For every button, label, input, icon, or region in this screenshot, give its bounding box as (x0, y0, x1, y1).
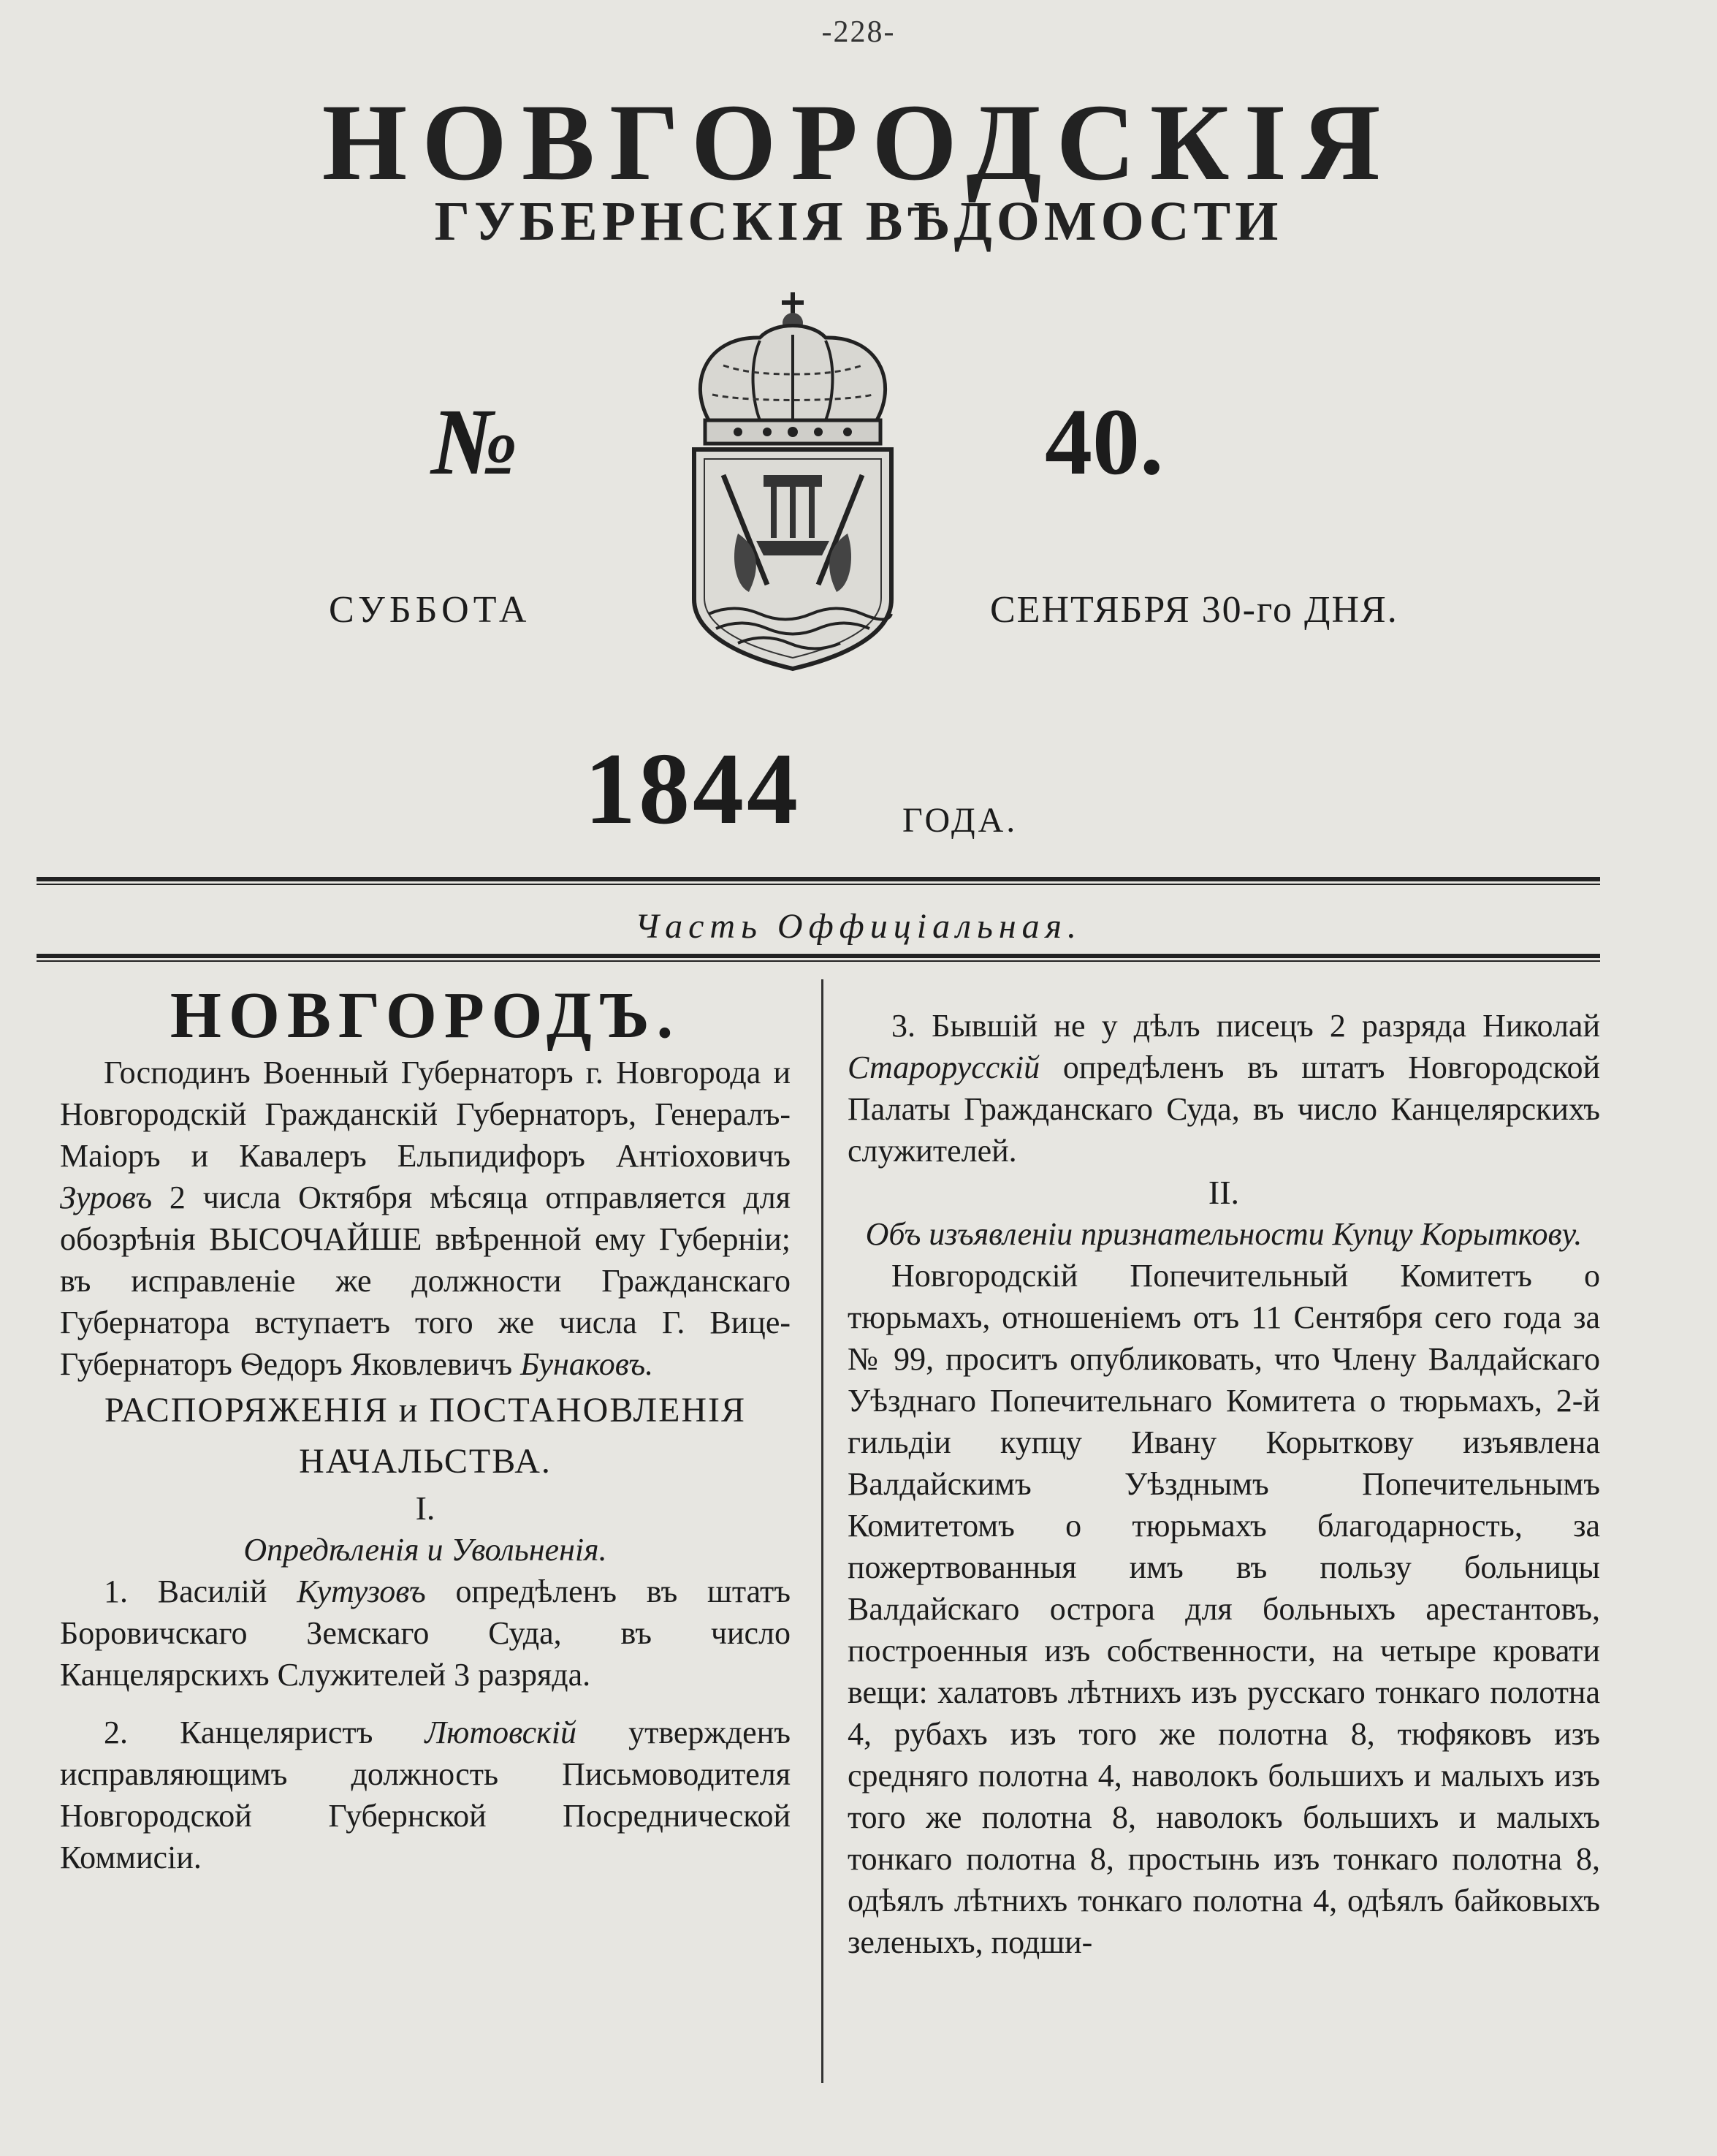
weekday: СУББОТА (329, 589, 531, 631)
subsection-heading: Объ изъявленіи признательности Купцу Корыткову. (865, 1216, 1583, 1252)
coat-of-arms-graphic (679, 292, 906, 672)
person-name: Старорусскій (848, 1049, 1040, 1085)
coat-of-arms-icon (679, 292, 906, 672)
imperial-crown-icon (700, 292, 885, 444)
right-column (848, 1005, 1600, 1963)
list-item: 1. Василій Кутузовъ опредѣленъ въ штатъ Боровичскаго Земскаго Суда, въ число Канцелярскихъ Служителей 3 разряда. (60, 1574, 791, 1693)
masthead-subtitle: ГУБЕРНСКІЯ ВѢДОМОСТИ (434, 191, 1283, 252)
top-rule-thin (37, 884, 1600, 885)
governor-announcement: Господинъ Военный Губернаторъ г. Новгорода и Новгородскій Гражданскій Губернаторъ, Генералъ-Маіоръ и Кавалеръ Ельпидифоръ Антіоховичъ Зуровъ 2 числа Октября мѣсяца отправляется для обозрѣнія ВЫСОЧАЙШЕ ввѣренной ему Губерніи; въ исправленіе же должности Гражданскаго Губернатора вступаетъ того же числа Г. Вице-Губернаторъ Ѳедоръ Яковлевичъ Бунаковъ. (60, 1055, 791, 1382)
issue-year: 1844 (585, 732, 801, 846)
issue-number: 40. (1045, 390, 1164, 495)
column-divider (821, 979, 823, 2083)
person-name: Лютовскій (425, 1715, 576, 1750)
masthead-title: НОВГОРОДСКІЯ (321, 82, 1396, 203)
person-name: Зуровъ (60, 1180, 153, 1215)
section-title: Часть Оффиціальная. (635, 907, 1082, 946)
year-word: ГОДА. (902, 801, 1019, 840)
issue-number-sign: № (431, 390, 518, 495)
city-heading: НОВГОРОДЪ. (170, 979, 681, 1052)
bottom-rule (37, 954, 1600, 958)
page-number: -228- (821, 15, 896, 49)
orders-heading: РАСПОРЯЖЕНІЯ и ПОСТАНОВЛЕНІЯ НАЧАЛЬСТВА. (104, 1391, 747, 1481)
person-name: Кутузовъ (297, 1574, 426, 1609)
left-column (60, 979, 791, 1878)
shield-icon (694, 449, 891, 669)
bottom-rule-thin (37, 960, 1600, 962)
list-item: 2. Канцеляристъ Лютовскій утвержденъ исправляющимъ должность Письмоводителя Новгородской Губернской Посреднической Коммисіи. (60, 1715, 791, 1875)
announcement-body: Новгородскій Попечительный Комитетъ о тюрьмахъ, отношеніемъ отъ 11 Сентября сего года за № 99, проситъ опубликовать, что Члену Валдайскаго Уѣзднаго Попечительнаго Комитета о тюрьмахъ, 2-й гильдіи купцу Ивану Корыткову изъявлена Валдайскимъ Уѣзднымъ Попечительнымъ Комитетомъ о тюрьмахъ благодарность, за пожертвованныя имъ въ пользу больницы Валдайскаго острога для больныхъ арестантовъ, построенныя изъ собственности, на четыре кровати вещи: халатовъ лѣтнихъ изъ русскаго тонкаго полотна 4, рубахъ изъ того же полотна 8, тюфяковъ изъ средняго полотна 4, наволокъ большихъ и малыхъ изъ того же полотна 8, наволокъ большихъ и малыхъ тонкаго полотна 8, простынь изъ тонкаго полотна 8, одѣялъ лѣтнихъ тонкаго полотна 4, одѣялъ байковыхъ зеленыхъ, подши- (848, 1258, 1600, 1960)
roman-numeral: I. (415, 1489, 435, 1527)
top-rule (37, 877, 1600, 881)
issue-date: СЕНТЯБРЯ 30-го ДНЯ. (990, 589, 1398, 631)
list-item: 3. Бывшій не у дѣлъ писецъ 2 разряда Николай Старорусскій опредѣленъ въ штатъ Новгородской Палаты Гражданскаго Суда, въ число Канцелярскихъ служителей. (848, 1008, 1600, 1169)
person-name: Бунаковъ. (520, 1346, 654, 1382)
subsection-heading: Опредѣленія и Увольненія. (243, 1532, 607, 1568)
roman-numeral: II. (1208, 1174, 1240, 1211)
